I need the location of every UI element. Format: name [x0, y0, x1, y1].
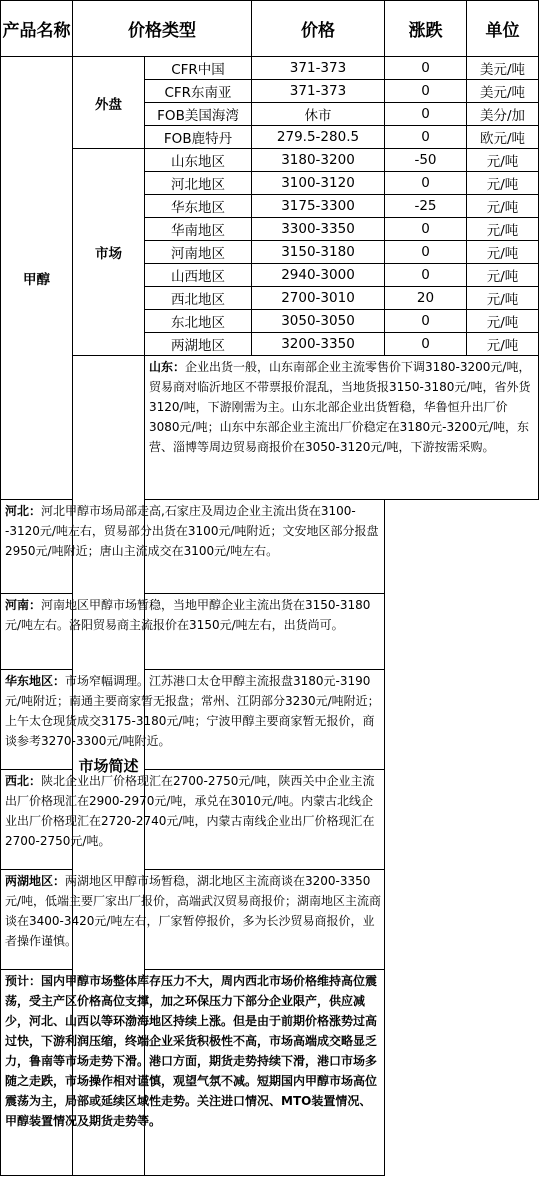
note-title: 山东： [149, 360, 186, 374]
region-cell: 河南地区 [145, 241, 252, 264]
price-cell: 3300-3350 [252, 218, 385, 241]
price-cell: 371-373 [252, 80, 385, 103]
change-cell: -50 [385, 149, 467, 172]
note-text: 河南地区甲醇市场暂稳，当地甲醇企业主流出货在3150-3180元/吨左右。洛阳贸易商主流报价在3150元/吨左右，出货尚可。 [5, 598, 371, 632]
change-cell: 0 [385, 333, 467, 356]
change-cell: 0 [385, 80, 467, 103]
unit-cell: 美分/加 [467, 103, 539, 126]
region-cell: FOB美国海湾 [145, 103, 252, 126]
region-cell: 华东地区 [145, 195, 252, 218]
price-cell: 3200-3350 [252, 333, 385, 356]
summary-row [1, 356, 539, 500]
change-cell: 0 [385, 218, 467, 241]
summary-row [1, 970, 539, 1176]
price-cell: 3100-3120 [252, 172, 385, 195]
price-cell: 2700-3010 [252, 287, 385, 310]
change-cell: -25 [385, 195, 467, 218]
unit-cell: 美元/吨 [467, 57, 539, 80]
price-cell: 3175-3300 [252, 195, 385, 218]
note-text: 河北甲醇市场局部走高,石家庄及周边企业主流出货在3100--3120元/吨左右，贸易部分出货在3100元/吨附近；文安地区部分报盘2950元/吨附近；唐山主流成交在3100元/吨左右。 [5, 504, 379, 558]
unit-cell: 元/吨 [467, 310, 539, 333]
summary-row [1, 770, 539, 870]
summary-row [1, 594, 539, 670]
header-change: 涨跌 [385, 1, 467, 57]
price-cell: 3180-3200 [252, 149, 385, 172]
note-text: 陕北企业出厂价格现汇在2700-2750元/吨，陕西关中企业主流出厂价格现汇在2900-2970元/吨，承兑在3010元/吨。内蒙古北线企业出厂价格现汇在2720-2740元/吨，内蒙古南线企业出厂价格现汇在2700-2750元/吨。 [5, 774, 375, 848]
note-henan [1, 594, 385, 670]
header-product: 产品名称 [1, 1, 73, 57]
group-label-market: 市场 [73, 149, 145, 356]
note-hebei [1, 500, 385, 594]
unit-cell: 元/吨 [467, 149, 539, 172]
note-title: 华东地区： [5, 674, 66, 688]
unit-cell: 元/吨 [467, 287, 539, 310]
change-cell: 0 [385, 264, 467, 287]
price-cell: 371-373 [252, 57, 385, 80]
table-row [1, 57, 539, 80]
price-cell: 3050-3050 [252, 310, 385, 333]
note-text: 国内甲醇市场整体库存压力不大，周内西北市场价格维持高位震荡，受主产区价格高位支撑，加之环保压力下部分企业限产，供应减少，河北、山西以等环渤海地区持续上涨。但是由于前期价格涨势过高过快，下游利润压缩，终端企业采货积极性不高，市场高端成交略显乏力，鲁南等市场走势下滑。港口方面，期货走势持续下滑，港口市场多随之走跌，市场操作相对谨慎，观望气氛不减。短期国内甲醇市场高位震荡为主，局部或延续区域性走势。关注进口情况、MTO装置情况、甲醇装置情况及期货走势等。 [5, 974, 378, 1128]
table-row [1, 149, 539, 172]
region-cell: 两湖地区 [145, 333, 252, 356]
summary-row [1, 500, 539, 594]
unit-cell: 美元/吨 [467, 80, 539, 103]
product-name: 甲醇 [1, 57, 73, 500]
region-cell: 东北地区 [145, 310, 252, 333]
unit-cell: 欧元/吨 [467, 126, 539, 149]
note-northwest [1, 770, 385, 870]
note-lianghu [1, 870, 385, 970]
unit-cell: 元/吨 [467, 333, 539, 356]
unit-cell: 元/吨 [467, 264, 539, 287]
note-title: 预计： [5, 974, 42, 988]
change-cell: 20 [385, 287, 467, 310]
region-cell: 西北地区 [145, 287, 252, 310]
region-cell: 华南地区 [145, 218, 252, 241]
note-east-china [1, 670, 385, 770]
note-text: 企业出货一般，山东南部企业主流零售价下调3180-3200元/吨，贸易商对临沂地区不带票报价混乱，当地货报3150-3180元/吨，省外货3120/吨，下游刚需为主。山东北部企业出货暂稳，华鲁恒升出厂价3080元/吨；山东中东部企业主流出厂价稳定在3180元-3200元/吨，东营、淄博等周边贸易商报价在3050-3120元/吨，下游按需采购。 [149, 360, 531, 454]
note-title: 河南： [5, 598, 42, 612]
note-text: 两湖地区甲醇市场暂稳，湖北地区主流商谈在3200-3350元/吨，低端主要厂家出厂报价，高端武汉贸易商报价；湖南地区主流商谈在3400-3420元/吨左右，厂家暂停报价，多为长沙贸易商报价，业者操作谨慎。 [5, 874, 382, 948]
unit-cell: 元/吨 [467, 195, 539, 218]
note-forecast [1, 970, 385, 1176]
summary-row [1, 870, 539, 970]
note-title: 河北： [5, 504, 42, 518]
unit-cell: 元/吨 [467, 241, 539, 264]
region-cell: CFR中国 [145, 57, 252, 80]
unit-cell: 元/吨 [467, 218, 539, 241]
note-title: 西北： [5, 774, 42, 788]
price-cell: 279.5-280.5 [252, 126, 385, 149]
change-cell: 0 [385, 172, 467, 195]
price-cell: 3150-3180 [252, 241, 385, 264]
header-price-type: 价格类型 [73, 1, 252, 57]
price-cell: 休市 [252, 103, 385, 126]
change-cell: 0 [385, 57, 467, 80]
change-cell: 0 [385, 103, 467, 126]
region-cell: FOB鹿特丹 [145, 126, 252, 149]
note-shandong [145, 356, 539, 500]
group-label-external: 外盘 [73, 57, 145, 149]
header-price: 价格 [252, 1, 385, 57]
region-cell: CFR东南亚 [145, 80, 252, 103]
change-cell: 0 [385, 126, 467, 149]
summary-label: 市场简述 [73, 356, 145, 1176]
region-cell: 山西地区 [145, 264, 252, 287]
region-cell: 山东地区 [145, 149, 252, 172]
header-row [1, 1, 539, 57]
note-title: 两湖地区： [5, 874, 66, 888]
region-cell: 河北地区 [145, 172, 252, 195]
unit-cell: 元/吨 [467, 172, 539, 195]
header-unit: 单位 [467, 1, 539, 57]
price-cell: 2940-3000 [252, 264, 385, 287]
change-cell: 0 [385, 241, 467, 264]
note-text: 市场窄幅调理。江苏港口太仓甲醇主流报盘3180元-3190元/吨附近；南通主要商家暂无报盘；常州、江阴部分3230元/吨附近；上午太仓现货成交3175-3180元/吨；宁波甲醇主要商家暂无报价，商谈参考3270-3300元/吨附近。 [5, 674, 380, 748]
change-cell: 0 [385, 310, 467, 333]
